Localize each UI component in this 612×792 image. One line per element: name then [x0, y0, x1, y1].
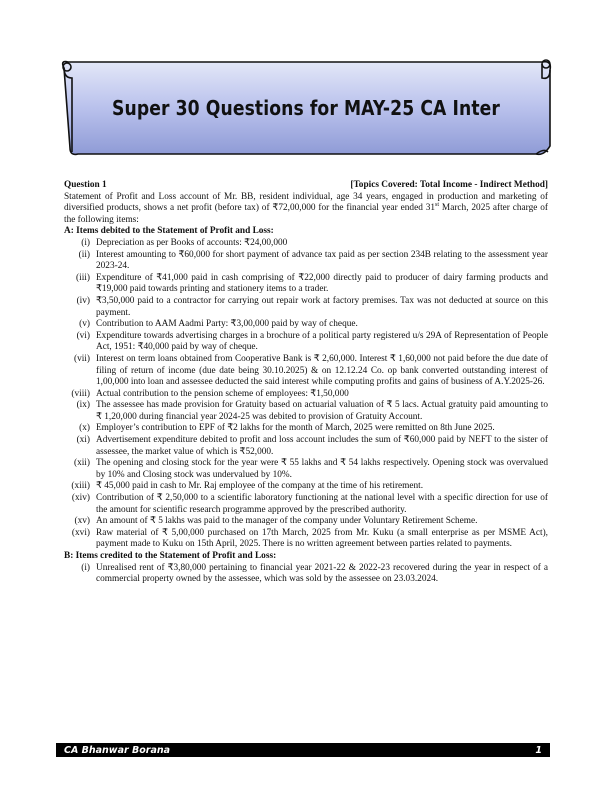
- item-number: (xi): [76, 435, 90, 446]
- list-item: [64, 516, 548, 528]
- item-number: (xii): [73, 458, 90, 469]
- item-number: (i): [81, 237, 90, 248]
- item-number: (ii): [78, 249, 90, 260]
- intro-text-end: March, 2025 after charge of the following items:: [64, 203, 548, 225]
- item-number: (vi): [76, 330, 90, 341]
- list-item: [64, 250, 548, 273]
- item-text: The opening and closing stock for the year were ₹ 55 lakhs and ₹ 54 lakhs respectively. Opening stock was overvalued by 10% and Closing stock was undervalued by 10%.: [96, 458, 548, 480]
- item-text: ₹3,50,000 paid to a contractor for carrying out repair work at factory premises. Tax was not deducted at source on this payment.: [96, 295, 548, 318]
- list-item: [64, 493, 548, 516]
- item-number: (ix): [76, 400, 90, 411]
- item-text: Advertisement expenditure debited to profit and loss account includes the sum of ₹60,000 paid by NEFT to the sister of assessee, the market value of which is ₹52,000.: [96, 435, 548, 457]
- question-intro: [64, 192, 548, 227]
- list-item: [64, 528, 548, 551]
- item-text: Expenditure towards advertising charges in a brochure of a political party registered u/s 29A of Representation of People Act, 1951: ₹40,000 paid by way of cheque.: [96, 330, 548, 353]
- item-number: (xv): [74, 516, 90, 527]
- section-b-heading: B: Items credited to the Statement of Profit and Loss:: [64, 551, 277, 561]
- item-number: (xiv): [71, 493, 90, 504]
- question-content: [64, 180, 548, 586]
- section-a-list: [64, 238, 548, 551]
- item-number: (iv): [76, 295, 90, 306]
- item-text: Unrealised rent of ₹3,80,000 pertaining to financial year 2021-22 & 2022-23 recovered during the year in respect of a commercial property owned by the assessee, which was sold by the assessee on 23.03.2024.: [96, 562, 548, 585]
- item-number: (i): [81, 562, 90, 573]
- item-text: Depreciation as per Books of accounts: ₹24,00,000: [96, 237, 288, 248]
- list-item: [64, 423, 548, 435]
- item-number: (x): [79, 423, 90, 434]
- section-a-heading: A: Items debited to the Statement of Profit and Loss:: [64, 226, 274, 237]
- item-text: Expenditure of ₹41,000 paid in cash comprising of ₹22,000 directly paid to producer of dairy farming products and ₹19,000 paid towards printing and stationery items to a trader.: [96, 272, 548, 295]
- item-text: Interest amounting to ₹60,000 for short payment of advance tax paid as per section 234B relating to the assessment year 2023-24.: [96, 249, 548, 272]
- list-item: [64, 563, 548, 586]
- item-text: Contribution to AAM Aadmi Party: ₹3,00,000 paid by way of cheque.: [96, 319, 358, 330]
- list-item: [64, 458, 548, 481]
- item-number: (xiii): [71, 481, 90, 492]
- item-number: (xvi): [71, 527, 90, 538]
- item-text: Employer’s contribution to EPF of ₹2 lakhs for the month of March, 2025 were remitted on 8th June 2025.: [96, 423, 495, 434]
- item-number: (iii): [76, 272, 90, 283]
- item-text: ₹ 45,000 paid in cash to Mr. Raj employee of the company at the time of his retirement.: [96, 481, 424, 492]
- item-text: An amount of ₹ 5 lakhs was paid to the manager of the company under Voluntary Retirement Scheme.: [96, 516, 478, 527]
- item-number: (v): [79, 319, 90, 330]
- item-text: Raw material of ₹ 5,00,000 purchased on 17th March, 2025 from Mr. Kuku (a small enterprise as per MSME Act), payment made to Kuku on 15th April, 2025. There is no written agreement between parties related to payments.: [96, 527, 548, 550]
- intro-superscript: st: [435, 202, 440, 209]
- topics-covered: [Topics Covered: Total Income - Indirect Method]: [350, 180, 548, 190]
- list-item: [64, 389, 548, 401]
- list-item: [64, 435, 548, 458]
- item-text: Actual contribution to the pension scheme of employees: ₹1,50,000: [96, 388, 349, 399]
- item-number: (vii): [73, 353, 90, 364]
- item-text: Contribution of ₹ 2,50,000 to a scientific laboratory functioning at the national level with a specific direction for use of the amount for scientific research programme approved by the prescribed authority.: [96, 493, 548, 515]
- section-b-list: [64, 563, 548, 586]
- footer-author: CA Bhanwar Borana: [64, 744, 171, 756]
- item-text: Interest on term loans obtained from Cooperative Bank is ₹ 2,60,000. Interest ₹ 1,60,000 not paid before the due date of filing of return of income (due date being 30.10.2025) & on 12.12.24 Co. op bank converted outstanding interest of 1,00,000 into loan and assessee deducted the said interest while computing profits and gains of business of A.Y.2025-26.: [96, 353, 548, 388]
- banner-title: Super 30 Questions for MAY-25 CA Inter: [112, 96, 500, 120]
- list-item: [64, 481, 548, 493]
- question-header: [64, 180, 548, 192]
- list-item: [64, 354, 548, 389]
- page-number: 1: [535, 744, 542, 756]
- intro-text: Statement of Profit and Loss account of Mr. BB, resident individual, age 34 years, engaged in production and marketing of diversified products, shows a net profit (before tax) of ₹72,00,000 for the financial year ended 31: [64, 191, 548, 214]
- list-item: [64, 331, 548, 354]
- list-item: [64, 400, 548, 423]
- list-item: [64, 273, 548, 296]
- page-footer: [56, 743, 550, 757]
- item-number: (viii): [71, 388, 90, 399]
- list-item: [64, 296, 548, 319]
- list-item: [64, 319, 548, 331]
- question-label: Question 1: [64, 180, 107, 190]
- list-item: [64, 238, 548, 250]
- item-text: The assessee has made provision for Gratuity based on actuarial valuation of ₹ 5 lacs. Actual gratuity paid amounting to ₹ 1,20,000 during financial year 2024-25 was debited to provision of Gratuity Account.: [96, 400, 548, 422]
